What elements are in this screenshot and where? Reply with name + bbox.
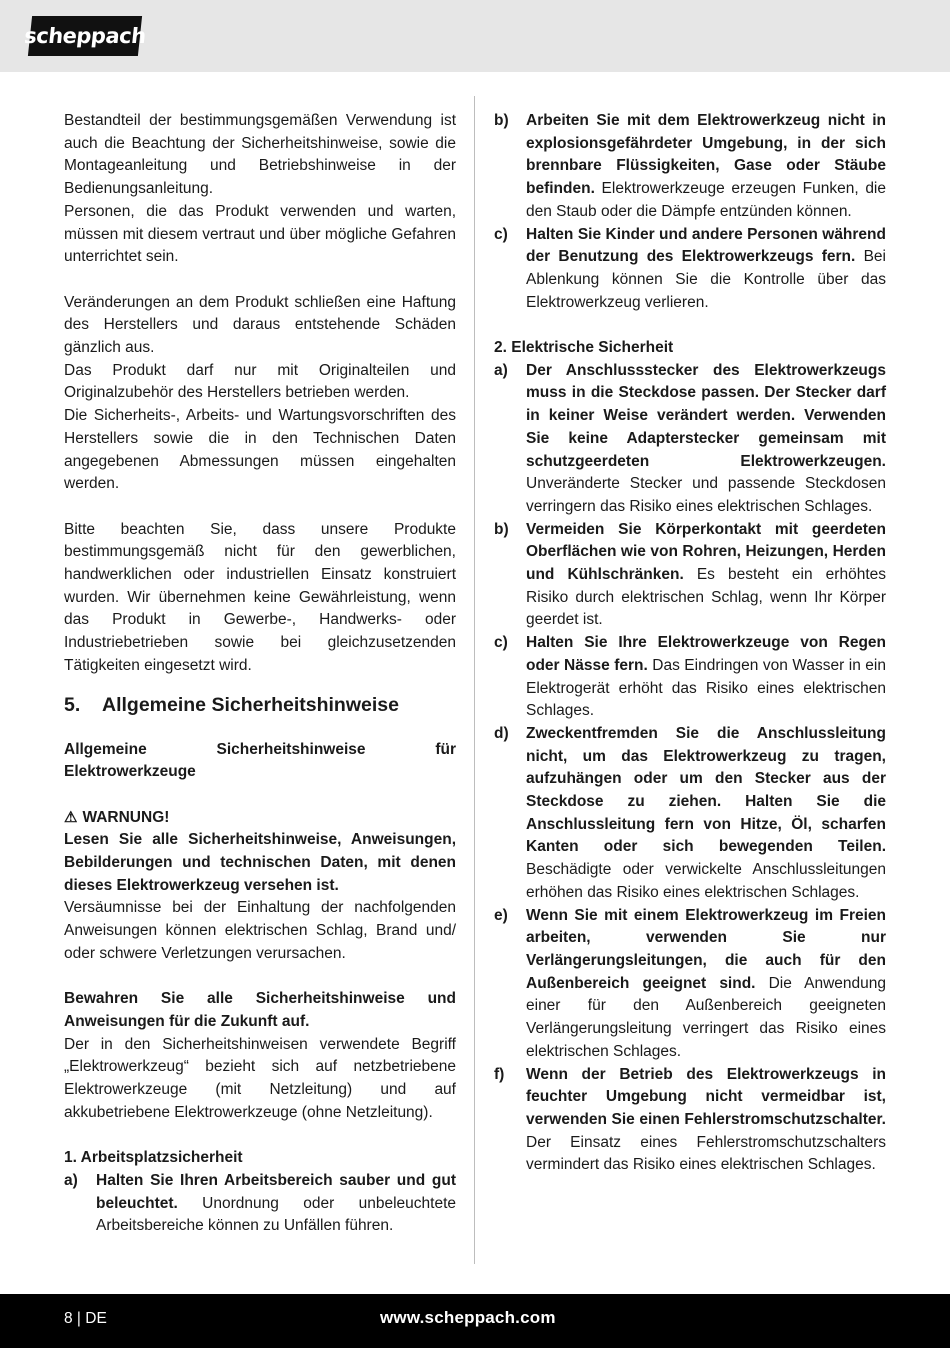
list-item bbox=[494, 905, 886, 1064]
list-text: Unordnung oder unbeleuchtete Arbeitsbereiche können zu Unfällen führen. bbox=[96, 1194, 456, 1235]
paragraph-original-parts: Das Produkt darf nur mit Originalteilen und Originalzubehör des Herstellers betrieben werden. bbox=[64, 361, 456, 402]
paragraph-commercial-use: Bitte beachten Sie, dass unsere Produkte bestimmungsgemäß nicht für den gewerblichen, handwerklichen oder industriellen Einsatz konstruiert wurden. Wir übernehmen keine Gewährleistung, wenn das Produkt in Gewerbe-, Handwerks- oder Industriebetrieben sowie bei gleichzusetzenden Tätigkeiten eingesetzt wird. bbox=[64, 520, 456, 674]
list-text: Der Einsatz eines Fehlerstromschutzschalters vermindert das Risiko eines elektrischen Schlages. bbox=[526, 1133, 886, 1174]
list-label: e) bbox=[494, 906, 508, 924]
right-column bbox=[494, 110, 886, 1177]
list-label: c) bbox=[494, 225, 508, 243]
page-footer bbox=[0, 1294, 950, 1348]
list-text: Unveränderte Stecker und passende Steckdosen verringern das Risiko eines elektrischen Schlages. bbox=[526, 475, 886, 515]
warning-heading bbox=[64, 807, 456, 830]
section-number: 5. bbox=[64, 693, 81, 716]
list-item bbox=[494, 632, 886, 723]
list-label: f) bbox=[494, 1065, 505, 1083]
list-bold: Wenn der Betrieb des Elektrowerkzeugs in feuchter Umgebung nicht vermeidbar ist, verwenden Sie einen Fehlerstromschutzschalter. bbox=[526, 1065, 886, 1128]
warning-triangle-icon: ⚠ bbox=[64, 808, 78, 826]
list-item bbox=[494, 110, 886, 224]
list-text: Bei Ablenkung können Sie die Kontrolle über das Elektrowerkzeug verlieren. bbox=[526, 248, 886, 311]
list-bold: Halten Sie Ihre Elektrowerkzeuge von Regen oder Nässe fern. bbox=[526, 634, 886, 674]
list-label: c) bbox=[494, 634, 508, 652]
list-item bbox=[494, 224, 886, 315]
list-bold: Wenn Sie mit einem Elektrowerkzeug im Freien arbeiten, verwenden Sie nur Verlängerungsleitungen, die auch für den Außenbereich geeignet sind. bbox=[526, 906, 886, 992]
section-heading bbox=[64, 694, 456, 716]
list-bold: Arbeiten Sie mit dem Elektrowerkzeug nicht in explosionsgefährdeter Umgebung, in der sich brennbare Flüssigkeiten, Gase oder Stäube befinden. bbox=[526, 112, 886, 198]
list-text: Es besteht ein erhöhtes Risiko durch elektrischen Schlag, wenn Ihr Körper geerdet ist. bbox=[526, 566, 886, 629]
page-number: 8 | DE bbox=[64, 1310, 107, 1327]
list-text: Die Anwendung einer für den Außenbereich geeigneten Verlängerungsleitung verringert das Risiko eines elektrischen Schlages. bbox=[526, 974, 887, 1060]
scheppach-logo-icon: scheppach bbox=[28, 16, 142, 56]
list-text: Elektrowerkzeuge erzeugen Funken, die den Staub oder die Dämpfe entzünden können. bbox=[526, 180, 886, 220]
list-item bbox=[494, 519, 886, 633]
electrical-heading: 2. Elektrische Sicherheit bbox=[494, 339, 674, 357]
workplace-heading: 1. Arbeitsplatzsicherheit bbox=[64, 1149, 243, 1167]
list-bold: Der Anschlussstecker des Elektrowerkzeugs muss in die Steckdose passen. Der Stecker darf in keiner Weise verändert werden. Verwenden Sie keine Adapterstecker gemeinsam mit schutzgeerdeten Elektrowerkzeugen. bbox=[526, 361, 886, 470]
left-column bbox=[64, 110, 456, 1238]
list-text: Beschädigte oder verwickelte Anschlussleitungen erhöhen das Risiko eines elektrischen Schlages. bbox=[526, 861, 886, 901]
list-item bbox=[494, 723, 886, 905]
subheading: Allgemeine Sicherheitshinweise für Elektrowerkzeuge bbox=[64, 740, 456, 781]
website-link[interactable]: www.scheppach.com bbox=[380, 1308, 556, 1327]
list-item bbox=[64, 1170, 456, 1238]
column-divider bbox=[474, 96, 475, 1264]
keep-instructions-bold: Bewahren Sie alle Sicherheitshinweise und Anweisungen für die Zukunft auf. bbox=[64, 990, 456, 1030]
paragraph-modifications: Veränderungen an dem Produkt schließen eine Haftung des Herstellers und daraus entstehende Schäden gänzlich aus. bbox=[64, 293, 456, 357]
paragraph-regulations: Die Sicherheits-, Arbeits- und Wartungsvorschriften des Herstellers sowie die in den Technischen Daten angegebenen Abmessungen müssen eingehalten werden. bbox=[64, 407, 456, 493]
list-item bbox=[494, 1064, 886, 1178]
list-bold: Vermeiden Sie Körperkontakt mit geerdeten Oberflächen wie von Rohren, Heizungen, Herden und Kühlschränken. bbox=[526, 520, 886, 584]
paragraph-usage: Bestandteil der bestimmungsgemäßen Verwendung ist auch die Beachtung der Sicherheitshinweise, sowie die Montageanleitung und Betriebshinweise in der Bedienungsanleitung. bbox=[64, 112, 456, 198]
list-item bbox=[494, 360, 886, 519]
paragraph-persons: Personen, die das Produkt verwenden und warten, müssen mit diesem vertraut und über mögliche Gefahren unterrichtet sein. bbox=[64, 202, 456, 266]
keep-instructions-text: Der in den Sicherheitshinweisen verwendete Begriff „Elektrowerkzeug“ bezieht sich auf netzbetriebene Elektrowerkzeuge (mit Netzleitung) und auf akkubetriebene Elektrowerkzeuge (ohne Netzleitung). bbox=[64, 1035, 456, 1121]
warning-text: Versäumnisse bei der Einhaltung der nachfolgenden Anweisungen können elektrischen Schlag, Brand und/ oder schwere Verletzungen verursachen. bbox=[64, 899, 456, 962]
list-label: d) bbox=[494, 724, 509, 742]
list-label: a) bbox=[494, 361, 508, 379]
warning-bold-text: Lesen Sie alle Sicherheitshinweise, Anweisungen, Bebilderungen und technischen Daten, mit denen dieses Elektrowerkzeug versehen ist. bbox=[64, 831, 456, 894]
list-bold: Halten Sie Ihren Arbeitsbereich sauber und gut beleuchtet. bbox=[96, 1171, 456, 1212]
list-label: b) bbox=[494, 112, 509, 129]
section-title: Allgemeine Sicherheitshinweise bbox=[102, 693, 399, 716]
list-text: Das Eindringen von Wasser in ein Elektrogerät erhöht das Risiko eines elektrischen Schlages. bbox=[526, 656, 886, 720]
list-bold: Halten Sie Kinder und andere Personen während der Benutzung des Elektrowerkzeugs fern. bbox=[526, 225, 886, 266]
list-label: b) bbox=[494, 520, 509, 538]
page-header bbox=[0, 0, 950, 72]
list-label: a) bbox=[64, 1171, 78, 1189]
warning-label: WARNUNG! bbox=[82, 808, 170, 826]
list-bold: Zweckentfremden Sie die Anschlussleitung nicht, um das Elektrowerkzeug zu tragen, aufzuhängen oder um den Stecker aus der Steckdose zu ziehen. Halten Sie die Anschlussleitung fern von Hitze, Öl, scharfen Kanten oder sich bewegenden Teilen. bbox=[526, 724, 886, 856]
